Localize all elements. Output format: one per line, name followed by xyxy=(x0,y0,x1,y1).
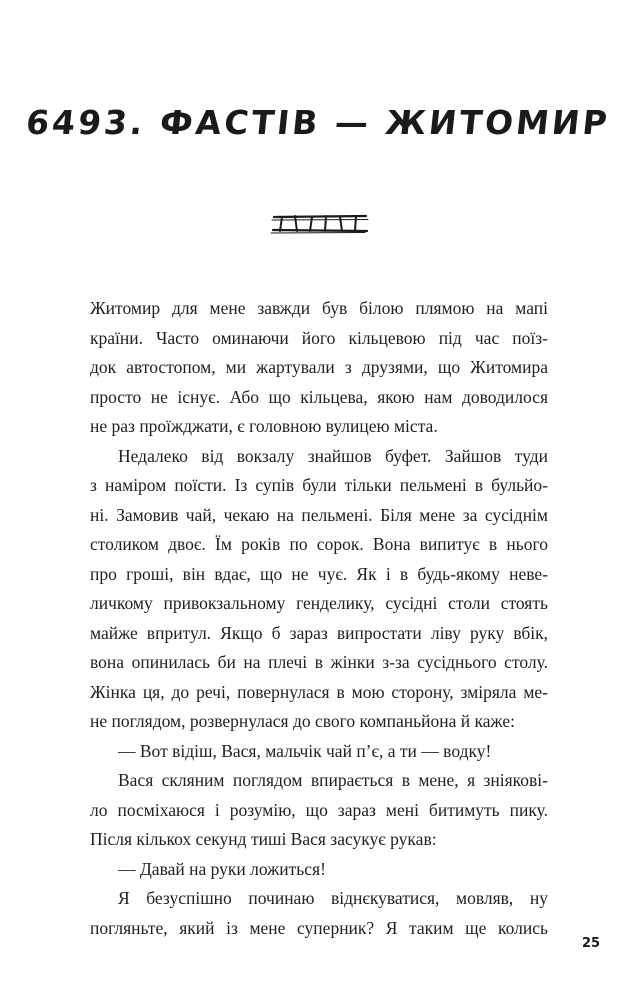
text-line: ло посміхаюся і розумію, що зараз мені битимуть пику. xyxy=(90,799,548,820)
body-text xyxy=(90,294,548,943)
page-number: 25 xyxy=(582,936,601,951)
text-line: — Вот відіш, Вася, мальчік чай п’є, а ти — водку! xyxy=(118,740,492,761)
text-line: ні. Замовив чай, чекаю на пельмені. Біля мене за сусіднім xyxy=(90,504,548,525)
text-line: не поглядом, розвернулася до свого компаньйона й каже: xyxy=(90,711,515,731)
text-line: — Давай на руки ложиться! xyxy=(118,858,326,879)
text-line: Я безуспішно починаю віднєкуватися, мовляв, ну xyxy=(118,888,548,908)
text-line: Вася скляним поглядом впирається в мене, я зніякові- xyxy=(118,770,548,790)
text-line: Жінка ця, до речі, повернулася в мою сторону, зміряла ме- xyxy=(90,681,548,702)
text-line: про гроші, він вдає, що не чує. Як і в будь-якому неве- xyxy=(90,563,548,584)
text-line: не раз проїжджати, є головною вулицею міста. xyxy=(90,416,438,436)
text-line: Недалеко від вокзалу знайшов буфет. Зайшов туди xyxy=(118,445,548,466)
text-line: вона опинилась би на плечі в жінки з-за сусіднього столу. xyxy=(90,652,548,672)
text-line: столиком двоє. Їм років по сорок. Вона випитує в нього xyxy=(90,534,548,554)
text-line: погляньте, який із мене суперник? Я таким ще колись xyxy=(90,917,548,938)
text-line: з наміром поїсти. Із супів були тільки пельмені в бульйо- xyxy=(90,475,548,495)
text-line: просто не існує. Або що кільцева, якою нам доводилося xyxy=(90,386,548,407)
text-line: майже впритул. Якщо б зараз випростати ліву руку вбік, xyxy=(90,622,548,643)
text-line: Після кількох секунд тиші Вася засукує рукав: xyxy=(90,829,437,849)
chapter-ornament-icon xyxy=(268,211,372,237)
text-line: Житомир для мене завжди був білою плямою на мапі xyxy=(90,298,548,318)
text-line: док автостопом, ми жартували з друзями, що Житомира xyxy=(90,357,548,377)
chapter-title: 6493. ФАСТІВ — ЖИТОМИР xyxy=(24,103,612,142)
text-line: країни. Часто оминаючи його кільцевою під час поїз- xyxy=(90,327,548,348)
text-line: личкому привокзальному генделику, сусідні столи стоять xyxy=(90,593,548,613)
